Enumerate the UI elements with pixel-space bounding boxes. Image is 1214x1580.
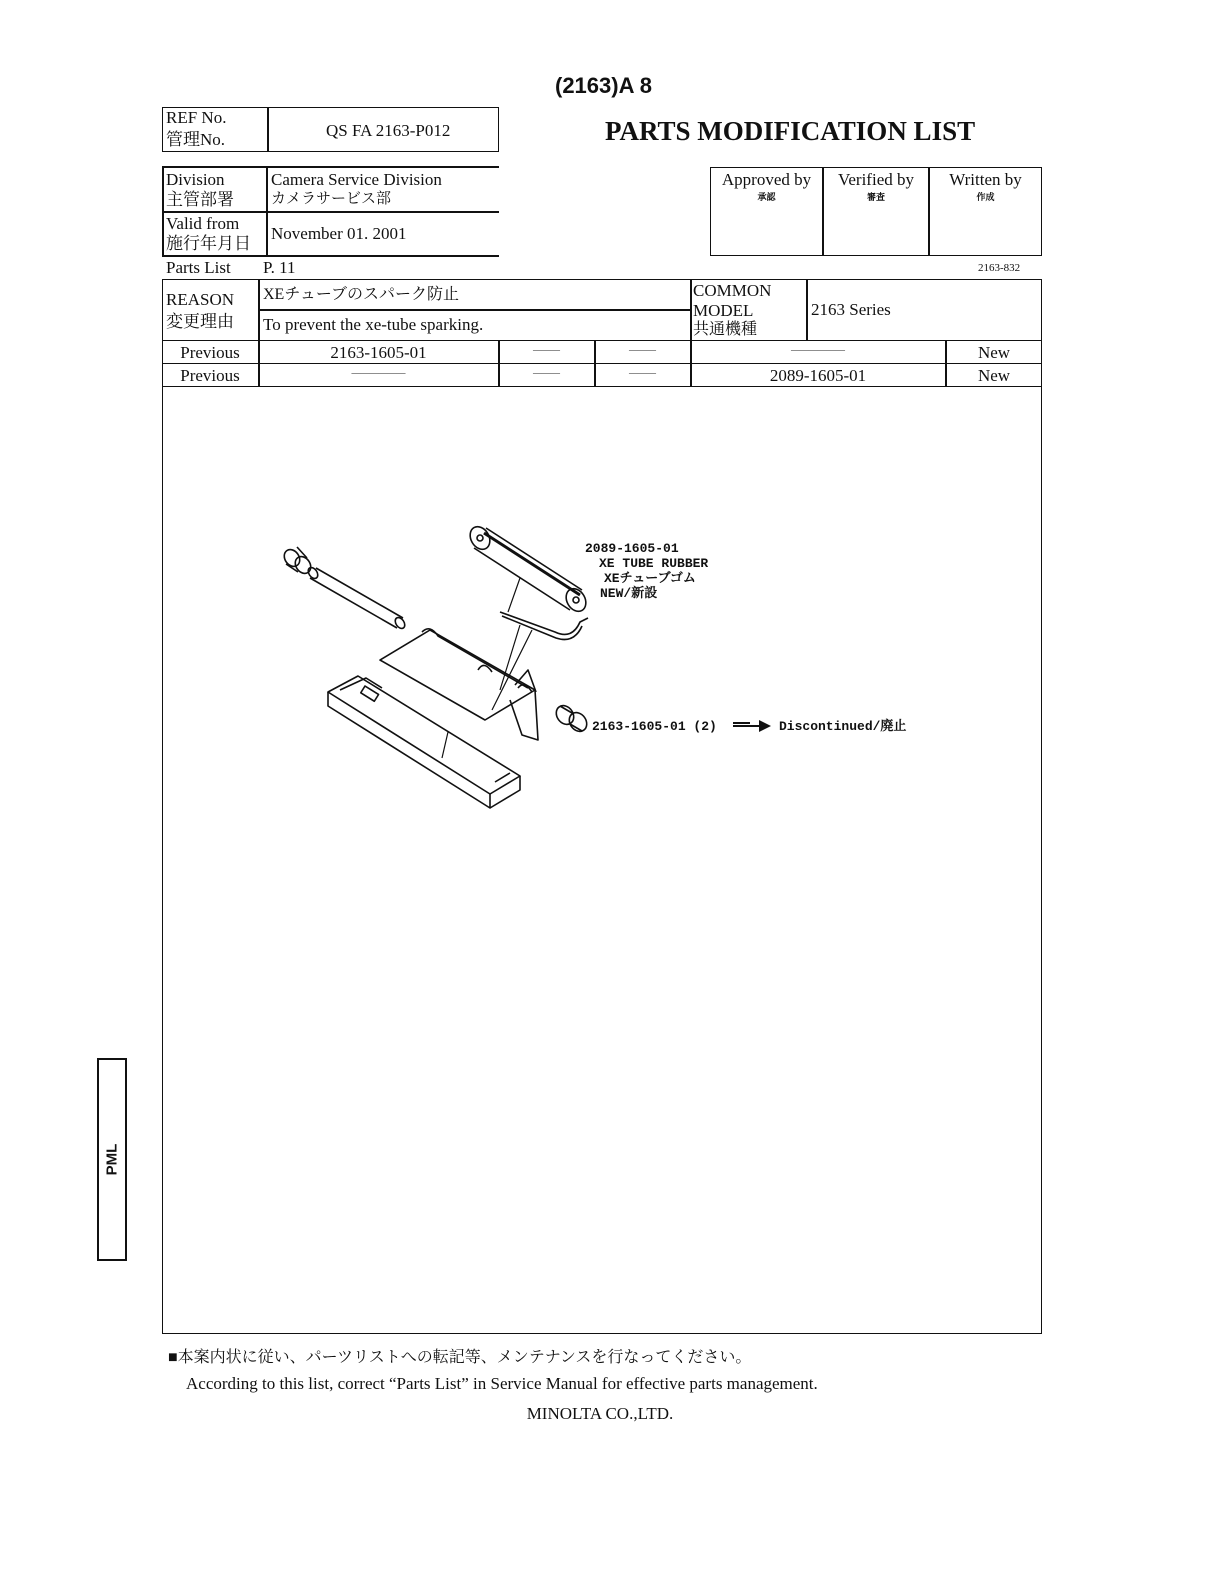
row-1-label: Previous bbox=[180, 343, 240, 362]
reason-label-jp: 変更理由 bbox=[166, 312, 234, 331]
pml-tab-label: PML bbox=[103, 1143, 121, 1176]
footer-note-jp: ■本案内状に従い、パーツリストへの転記等、メンテナンスを行なってください。 bbox=[168, 1349, 752, 1366]
ref-label-jp: 管理No. bbox=[166, 130, 226, 149]
reason-label-en: REASON bbox=[166, 290, 235, 309]
common-model-value: 2163 Series bbox=[811, 300, 891, 319]
common-model-label-2: MODEL bbox=[693, 301, 754, 320]
verified-by-jp: 審査 bbox=[866, 192, 885, 202]
parts-list-page: P. 11 bbox=[263, 258, 296, 277]
company-name: MINOLTA CO.,LTD. bbox=[526, 1404, 674, 1423]
common-model-label-1: COMMON bbox=[693, 281, 772, 300]
row-1-prev-part: 2163-1605-01 bbox=[330, 343, 427, 362]
arrow-icon bbox=[733, 719, 773, 733]
valid-from-label-jp: 施行年月日 bbox=[166, 234, 251, 253]
approved-by-cell bbox=[711, 170, 822, 203]
callout-new-part-name-en: XE TUBE RUBBER bbox=[599, 556, 709, 571]
written-by-jp: 作成 bbox=[976, 192, 995, 202]
ref-number: QS FA 2163-P012 bbox=[326, 121, 451, 140]
row-1-status: New bbox=[977, 343, 1011, 362]
footer-note-en: According to this list, correct “Parts List” in Service Manual for effective parts management. bbox=[186, 1374, 818, 1393]
reason-text-en: To prevent the xe-tube sparking. bbox=[263, 315, 484, 334]
callout-new-part-name-jp: XEチューブゴム bbox=[604, 571, 696, 586]
end-rubber-right bbox=[553, 702, 591, 735]
verified-by-label: Verified by bbox=[837, 170, 914, 189]
row-2-col-3: ——— bbox=[629, 368, 656, 378]
division-value-jp: カメラサービス部 bbox=[271, 191, 392, 207]
row-1-col-3: ——— bbox=[629, 345, 656, 355]
division-label-jp: 主管部署 bbox=[166, 190, 234, 209]
valid-from-label-en: Valid from bbox=[166, 214, 240, 233]
row-2-label: Previous bbox=[180, 366, 240, 385]
reason-text-jp: XEチューブのスパーク防止 bbox=[263, 286, 460, 303]
document-code: (2163)A 8 bbox=[555, 73, 653, 98]
approved-by-jp: 承認 bbox=[757, 192, 776, 202]
callout-new-part-number: 2089-1605-01 bbox=[585, 541, 679, 556]
division-value-en: Camera Service Division bbox=[271, 170, 442, 189]
xe-tube bbox=[306, 566, 406, 630]
trigger-wire bbox=[500, 612, 588, 640]
row-2-new-part: 2089-1605-01 bbox=[769, 366, 867, 385]
callout-discontinued: Discontinued/廃止 bbox=[779, 719, 907, 734]
written-by-label: Written by bbox=[949, 170, 1022, 189]
callout-old-part: 2163-1605-01 (2) bbox=[592, 719, 717, 734]
valid-from-date: November 01. 2001 bbox=[271, 224, 407, 243]
row-2-status: New bbox=[977, 366, 1011, 385]
common-model-label-jp: 共通機種 bbox=[693, 321, 758, 338]
document-title: PARTS MODIFICATION LIST bbox=[605, 116, 976, 146]
row-1-col-2: ——— bbox=[533, 345, 560, 355]
flash-case bbox=[328, 676, 520, 808]
xe-tube-rubber-new bbox=[466, 523, 590, 615]
callout-new-tag: NEW/新設 bbox=[600, 586, 658, 601]
division-label-en: Division bbox=[166, 170, 225, 189]
row-1-new-part: —————— bbox=[791, 345, 845, 355]
doc-code: 2163-832 bbox=[978, 262, 1021, 274]
parts-list-label: Parts List bbox=[166, 258, 231, 277]
approved-by-label: Approved by bbox=[721, 170, 812, 189]
row-2-prev-part: —————— bbox=[351, 368, 406, 378]
ref-label-en: REF No. bbox=[166, 108, 227, 127]
written-by-cell bbox=[930, 170, 1041, 203]
row-2-col-2: ——— bbox=[533, 368, 560, 378]
verified-by-cell bbox=[824, 170, 928, 203]
